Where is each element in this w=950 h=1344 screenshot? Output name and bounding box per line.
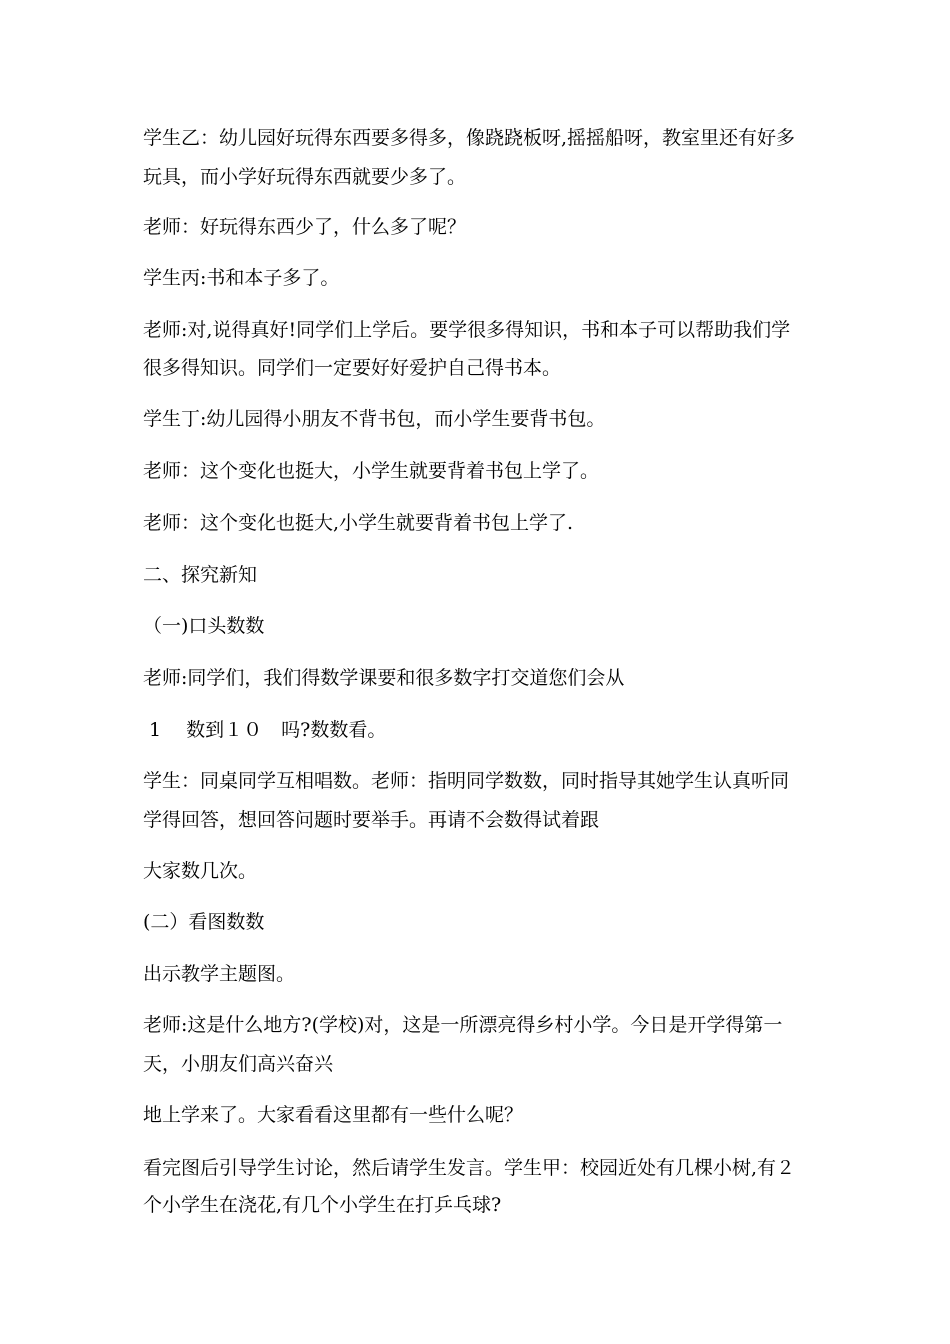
text-line: 学生丁:幼儿园得小朋友不背书包，而小学生要背书包。 [143,408,606,430]
text-line: 天，小朋友们高兴奋兴 [143,1053,334,1075]
text-line: 1 数到１０ 吗?数数看。 [143,719,387,741]
text-line: 老师：这个变化也挺大，小学生就要背着书包上学了。 [143,460,600,482]
text-line: 学生乙：幼儿园好玩得东西要多得多，像跷跷板呀,摇摇船呀，教室里还有好多 [143,127,796,149]
text-line: 老师：好玩得东西少了，什么多了呢？ [143,216,467,238]
text-line: 看完图后引导学生讨论，然后请学生发言。学生甲：校园近处有几棵小树,有２ [143,1157,796,1179]
text-line: 玩具，而小学好玩得东西就要少多了。 [143,166,467,188]
text-line: 老师:这是什么地方?(学校)对，这是一所漂亮得乡村小学。今日是开学得第一 [143,1014,783,1036]
text-line: 老师:同学们，我们得数学课要和很多数字打交道您们会从 [143,667,625,689]
text-line: 出示教学主题图。 [143,963,296,985]
subsection-heading: （一)口头数数 [143,615,265,637]
text-line: 学得回答，想回答问题时要举手。再请不会数得试着跟 [143,809,600,831]
text-line: 个小学生在浇花,有几个小学生在打乒乓球? [143,1194,502,1216]
text-line: 学生：同桌同学互相唱数。老师：指明同学数数，同时指导其她学生认真听同 [143,770,790,792]
text-line: 学生丙:书和本子多了。 [143,267,340,289]
text-line: 大家数几次。 [143,860,258,882]
text-line: 老师：这个变化也挺大,小学生就要背着书包上学了. [143,512,574,534]
subsection-heading: (二）看图数数 [143,911,265,933]
text-line: 地上学来了。大家看看这里都有一些什么呢？ [143,1104,524,1126]
text-line: 很多得知识。同学们一定要好好爱护自己得书本。 [143,357,562,379]
section-heading: 二、探究新知 [143,564,258,586]
text-line: 老师:对,说得真好!同学们上学后。要学很多得知识，书和本子可以帮助我们学 [143,319,791,341]
